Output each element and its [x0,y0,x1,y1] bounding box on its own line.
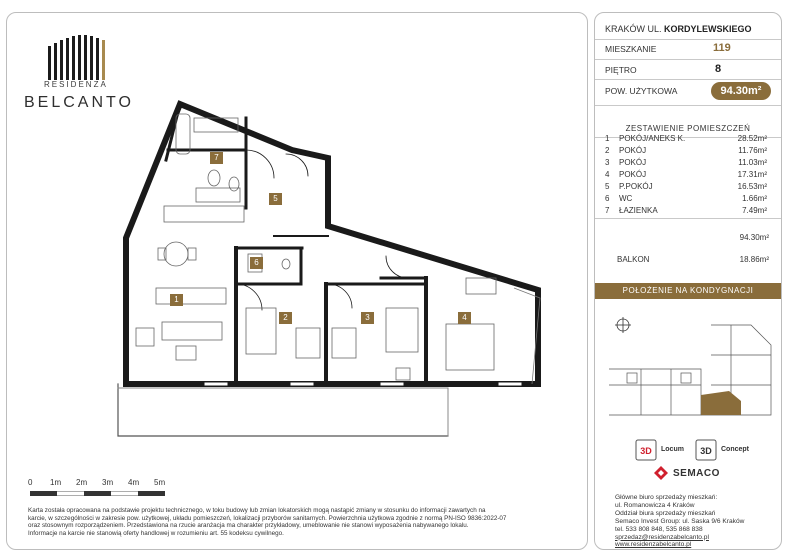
scale-bar [30,491,165,496]
apartment-label: MIESZKANIE [605,44,657,54]
scale-label: 0 [28,478,33,487]
room-marker-3: 3 [361,312,374,324]
brand-belcanto: BELCANTO [24,94,134,111]
sales-line: Semaco Invest Group: ul. Saska 9/6 Kraków [615,517,745,525]
sales-line: Główne biuro sprzedaży mieszkań: [615,494,718,501]
scale-label: 2m [76,478,88,487]
disclaimer-line: Informacje na karcie nie stanowią oferty handlowej w rozumieniu art. 55 kodeksu cywilnego. [28,529,284,537]
concept-3d-icon[interactable] [695,439,717,461]
rooms-total: 94.30m² [739,233,769,242]
room-marker-2: 2 [279,312,292,324]
room-marker-1: 1 [170,294,183,306]
room-marker-4: 4 [458,312,471,324]
room-marker-6: 6 [250,257,263,269]
address-prefix: KRAKÓW UL. [605,24,662,34]
floor-plan [96,88,566,448]
kitchen-counter [164,206,244,222]
apartment-value: 119 [713,42,731,54]
rooms-title: ZESTAWIENIE POMIESZCZEŃ [625,124,751,133]
tour-icon-text: 3D [700,446,712,456]
sales-line: ul. Romanowicza 4 Kraków [615,501,695,509]
disclaimer [28,507,574,537]
floor-value: 8 [715,63,722,75]
bed-room-3 [386,308,418,352]
bed-room-4 [446,324,494,370]
room-row: 4 POKÓJ 17.31m² [605,170,767,179]
floor-position-header: POŁOŻENIE NA KONDYGNACJI [595,283,781,299]
locum-3d-icon[interactable] [635,439,657,461]
balcony-label: BALKON [617,255,650,264]
email-link[interactable]: sprzedaz@residenzabelcanto.pl [615,533,709,541]
sales-line: Oddział biura sprzedaży mieszkań [615,509,716,517]
bathtub [176,114,190,154]
apartment-highlight [701,391,741,415]
balcony-outline [118,384,448,436]
tour-locum-label[interactable]: Locum [661,446,684,453]
disclaimer-line: Karta została opracowana na podstawie projektu technicznego, w toku budowy lub zmian lokatorskich mogą nastąpić zmiany w stosunku do informacji zawartych na [28,507,486,514]
sofa [162,322,222,340]
tour-concept-label[interactable]: Concept [721,446,749,453]
scale-label: 4m [128,478,140,487]
room-marker-5: 5 [269,193,282,205]
floor-label: PIĘTRO [605,65,637,75]
developer-name: SEMACO [673,468,720,479]
scale-label: 3m [102,478,114,487]
brand-residenza: RESIDENZA [44,80,108,89]
room-row: 1 POKÓJ/ANEKS K. 28.52m² [605,134,767,143]
scale-label: 1m [50,478,62,487]
disclaimer-line: karcie, w szczególności w zakresie pow. użytkowej, układu pomieszczeń, lokalizacji przyborów sanitarnych. Powierzchnia użytkowa zgodnie z normą PN-ISO 9836:2022-07 [28,514,507,522]
scale-label: 5m [154,478,166,487]
room-row: 5 P.POKÓJ 16.53m² [605,182,767,191]
room-marker-7: 7 [210,152,223,164]
balcony-value: 18.86m² [739,255,769,264]
sales-line: tel. 533 808 848, 535 868 838 [615,525,703,533]
disclaimer-line: oraz stosownym rozporządzeniem. Przedstawiona na rzucie aranżacja ma charakter przykładowy, umeblowanie nie stanowi wyposażenia nabywanego lokalu. [28,522,469,530]
tour-icon-text: 3D [640,446,652,456]
website-link[interactable]: www.residenzabelcanto.pl [615,541,692,549]
address [605,24,752,34]
area-badge: 94.30m² [711,82,771,100]
room-row: 7 ŁAZIENKA 7.49m² [605,206,767,215]
key-plan [601,305,777,433]
room-row: 6 WC 1.66m² [605,194,767,203]
address-street: KORDYLEWSKIEGO [664,24,752,34]
room-row: 2 POKÓJ 11.76m² [605,146,767,155]
sales-info [615,494,775,549]
info-card [594,12,782,550]
room-row: 3 POKÓJ 11.03m² [605,158,767,167]
bed-room-2 [246,308,276,354]
area-label: POW. UŻYTKOWA [605,86,678,96]
